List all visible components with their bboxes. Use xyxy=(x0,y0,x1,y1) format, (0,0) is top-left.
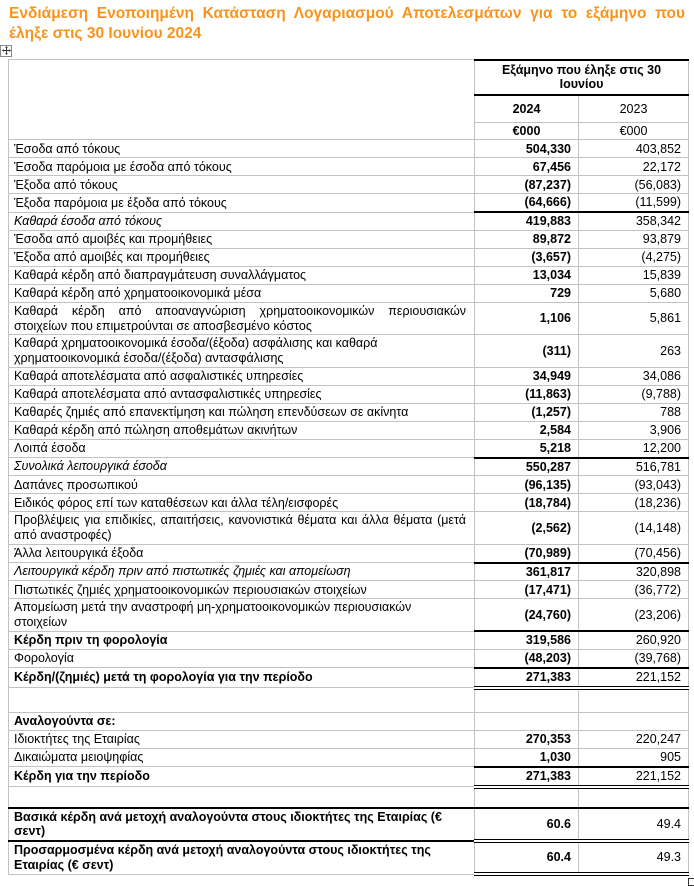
statement-table xyxy=(8,59,689,877)
table-row xyxy=(9,176,689,194)
row-label: Αναλογούντα σε: xyxy=(9,713,475,731)
table-row xyxy=(9,631,689,649)
value-2024: 60.6 xyxy=(475,808,579,842)
value-2023: 221,152 xyxy=(579,668,689,688)
value-2024: 1,030 xyxy=(475,749,579,767)
row-label: Προσαρμοσμένα κέρδη ανά μετοχή αναλογούντα στους ιδιοκτήτες της Εταιρίας (€ σεντ) xyxy=(9,841,475,874)
value-2024: (48,203) xyxy=(475,650,579,668)
value-2023 xyxy=(579,688,689,713)
row-label: Συνολικά λειτουργικά έσοδα xyxy=(9,458,475,476)
value-2024: 270,353 xyxy=(475,731,579,749)
value-2023: 220,247 xyxy=(579,731,689,749)
row-label: Έξοδα από τόκους xyxy=(9,176,475,194)
table-row xyxy=(9,841,689,874)
row-label: Έσοδα παρόμοια με έσοδα από τόκους xyxy=(9,158,475,176)
value-2023: 5,680 xyxy=(579,284,689,302)
value-2024: (17,471) xyxy=(475,581,579,599)
table-row xyxy=(9,212,689,230)
table-row xyxy=(9,581,689,599)
value-2023: 49.4 xyxy=(579,808,689,842)
income-statement-table xyxy=(8,59,688,877)
table-row xyxy=(9,385,689,403)
table-row xyxy=(9,668,689,688)
table-row xyxy=(9,731,689,749)
table-resize-handle[interactable] xyxy=(688,878,694,886)
value-2023: (70,456) xyxy=(579,544,689,562)
value-2024: 729 xyxy=(475,284,579,302)
value-2024: 1,106 xyxy=(475,302,579,335)
row-label: Έξοδα παρόμοια με έξοδα από τόκους xyxy=(9,194,475,212)
table-move-handle-icon[interactable] xyxy=(0,45,12,57)
row-label: Καθαρά κέρδη από χρηματοοικονομικά μέσα xyxy=(9,284,475,302)
document-page xyxy=(0,4,694,876)
value-2024: (1,257) xyxy=(475,403,579,421)
table-row xyxy=(9,713,689,731)
row-label: Δαπάνες προσωπικού xyxy=(9,476,475,494)
table-row xyxy=(9,767,689,787)
table-row xyxy=(9,439,689,457)
table-row xyxy=(9,787,689,808)
value-2023: 260,920 xyxy=(579,631,689,649)
value-2023: (23,206) xyxy=(579,599,689,632)
unit-header-2024: €000 xyxy=(475,122,579,140)
row-label: Καθαρά αποτελέσματα από αντασφαλιστικές υπηρεσίες xyxy=(9,385,475,403)
table-row xyxy=(9,421,689,439)
value-2023: (18,236) xyxy=(579,494,689,512)
value-2023 xyxy=(579,787,689,808)
table-row xyxy=(9,158,689,176)
row-label: Λοιπά έσοδα xyxy=(9,439,475,457)
row-label: Έξοδα από αμοιβές και προμήθειες xyxy=(9,248,475,266)
table-row xyxy=(9,599,689,632)
table-row xyxy=(9,808,689,842)
value-2023: 49.3 xyxy=(579,841,689,874)
value-2024: 13,034 xyxy=(475,266,579,284)
table-row xyxy=(9,494,689,512)
value-2024: (2,562) xyxy=(475,512,579,545)
value-2024: 5,218 xyxy=(475,439,579,457)
value-2024 xyxy=(475,787,579,808)
value-2024: 67,456 xyxy=(475,158,579,176)
value-2023: 93,879 xyxy=(579,230,689,248)
row-label: Άλλα λειτουργικά έξοδα xyxy=(9,544,475,562)
row-label: Φορολογία xyxy=(9,650,475,668)
table-row xyxy=(9,458,689,476)
value-2024: 319,586 xyxy=(475,631,579,649)
value-2024: (311) xyxy=(475,335,579,368)
value-2023: 15,839 xyxy=(579,266,689,284)
table-row xyxy=(9,749,689,767)
value-2023: 358,342 xyxy=(579,212,689,230)
value-2024: 2,584 xyxy=(475,421,579,439)
table-row xyxy=(9,367,689,385)
table-row xyxy=(9,403,689,421)
row-label: Κέρδη/(ζημιές) μετά τη φορολογία για την περίοδο xyxy=(9,668,475,688)
row-label: Δικαιώματα μειοψηφίας xyxy=(9,749,475,767)
table-row xyxy=(9,688,689,713)
value-2024 xyxy=(475,713,579,731)
value-2024: (18,784) xyxy=(475,494,579,512)
value-2024: 271,383 xyxy=(475,668,579,688)
table-row xyxy=(9,284,689,302)
period-header: Εξάμηνο που έληξε στις 30 Ιουνίου xyxy=(475,60,689,96)
value-2024: (24,760) xyxy=(475,599,579,632)
value-2023: 12,200 xyxy=(579,439,689,457)
row-label: Κέρδη για την περίοδο xyxy=(9,767,475,787)
value-2023: 3,906 xyxy=(579,421,689,439)
value-2023: 34,086 xyxy=(579,367,689,385)
column-header-2023: 2023 xyxy=(579,95,689,122)
value-2024: 60.4 xyxy=(475,841,579,874)
value-2023: (93,043) xyxy=(579,476,689,494)
table-row xyxy=(9,512,689,545)
value-2023: 263 xyxy=(579,335,689,368)
table-row xyxy=(9,194,689,212)
value-2024: 89,872 xyxy=(475,230,579,248)
value-2023: (14,148) xyxy=(579,512,689,545)
table-row xyxy=(9,248,689,266)
value-2024: 419,883 xyxy=(475,212,579,230)
value-2023: 788 xyxy=(579,403,689,421)
row-label: Καθαρά κέρδη από διαπραγμάτευση συναλλάγματος xyxy=(9,266,475,284)
value-2023: 221,152 xyxy=(579,767,689,787)
row-label: Έσοδα από αμοιβές και προμήθειες xyxy=(9,230,475,248)
row-label xyxy=(9,688,475,713)
value-2023: (36,772) xyxy=(579,581,689,599)
row-label: Κέρδη πριν τη φορολογία xyxy=(9,631,475,649)
row-label: Ιδιοκτήτες της Εταιρίας xyxy=(9,731,475,749)
value-2024: 271,383 xyxy=(475,767,579,787)
value-2023: (9,788) xyxy=(579,385,689,403)
value-2024: (87,237) xyxy=(475,176,579,194)
row-label: Λειτουργικά κέρδη πριν από πιστωτικές ζημιές και απομείωση xyxy=(9,563,475,581)
row-label: Καθαρά κέρδη από πώληση αποθεμάτων ακινήτων xyxy=(9,421,475,439)
value-2024: 550,287 xyxy=(475,458,579,476)
value-2024: 34,949 xyxy=(475,367,579,385)
column-header-2024: 2024 xyxy=(475,95,579,122)
value-2023: 320,898 xyxy=(579,563,689,581)
table-row xyxy=(9,266,689,284)
four-arrows-icon xyxy=(2,46,11,55)
row-label: Προβλέψεις για επιδικίες, απαιτήσεις, κανονιστικά θέματα και άλλα θέματα (μετά από αναστροφές) xyxy=(9,512,475,545)
value-2023: 22,172 xyxy=(579,158,689,176)
value-2024: (3,657) xyxy=(475,248,579,266)
value-2023: (4,275) xyxy=(579,248,689,266)
value-2023: 905 xyxy=(579,749,689,767)
value-2023: (11,599) xyxy=(579,194,689,212)
value-2024: (70,989) xyxy=(475,544,579,562)
value-2024: 504,330 xyxy=(475,140,579,158)
row-label: Έσοδα από τόκους xyxy=(9,140,475,158)
row-label: Καθαρά κέρδη από αποαναγνώριση χρηματοοικονομικών περιουσιακών στοιχείων που επιμετρούνται σε αποσβεσμένο κόστος xyxy=(9,302,475,335)
header-spacer-cell xyxy=(9,60,475,140)
value-2024: (11,863) xyxy=(475,385,579,403)
value-2024: (96,135) xyxy=(475,476,579,494)
table-row xyxy=(9,544,689,562)
value-2023: 516,781 xyxy=(579,458,689,476)
unit-header-2023: €000 xyxy=(579,122,689,140)
value-2023: 5,861 xyxy=(579,302,689,335)
row-label: Καθαρά έσοδα από τόκους xyxy=(9,212,475,230)
row-label: Βασικά κέρδη ανά μετοχή αναλογούντα στους ιδιοκτήτες της Εταιρίας (€ σεντ) xyxy=(9,808,475,842)
value-2024 xyxy=(475,688,579,713)
row-label: Καθαρές ζημιές από επανεκτίμηση και πώληση επενδύσεων σε ακίνητα xyxy=(9,403,475,421)
value-2023: (56,083) xyxy=(579,176,689,194)
row-label: Καθαρά αποτελέσματα από ασφαλιστικές υπηρεσίες xyxy=(9,367,475,385)
row-label xyxy=(9,787,475,808)
table-row xyxy=(9,230,689,248)
table-row xyxy=(9,476,689,494)
value-2023: (39,768) xyxy=(579,650,689,668)
table-row xyxy=(9,302,689,335)
row-label: Πιστωτικές ζημιές χρηματοοικονομικών περιουσιακών στοιχείων xyxy=(9,581,475,599)
row-label: Καθαρά χρηματοοικονομικά έσοδα/(έξοδα) ασφάλισης και καθαρά χρηματοοικονομικά έσοδα/(έξοδα) αντασφάλισης xyxy=(9,335,475,368)
value-2023 xyxy=(579,713,689,731)
page-title: Ενδιάμεση Ενοποιημένη Κατάσταση Λογαριασμού Αποτελεσμάτων για το εξάμηνο που έληξε στις 30 Ιουνίου 2024 xyxy=(9,5,685,42)
row-label: Ειδικός φόρος επί των καταθέσεων και άλλα τέλη/εισφορές xyxy=(9,494,475,512)
table-row xyxy=(9,650,689,668)
table-row xyxy=(9,563,689,581)
value-2023: 403,852 xyxy=(579,140,689,158)
table-row xyxy=(9,335,689,368)
table-row xyxy=(9,140,689,158)
value-2024: 361,817 xyxy=(475,563,579,581)
value-2024: (64,666) xyxy=(475,194,579,212)
table-row xyxy=(9,60,689,96)
row-label: Απομείωση μετά την αναστροφή μη-χρηματοοικονομικών περιουσιακών στοιχείων xyxy=(9,599,475,632)
